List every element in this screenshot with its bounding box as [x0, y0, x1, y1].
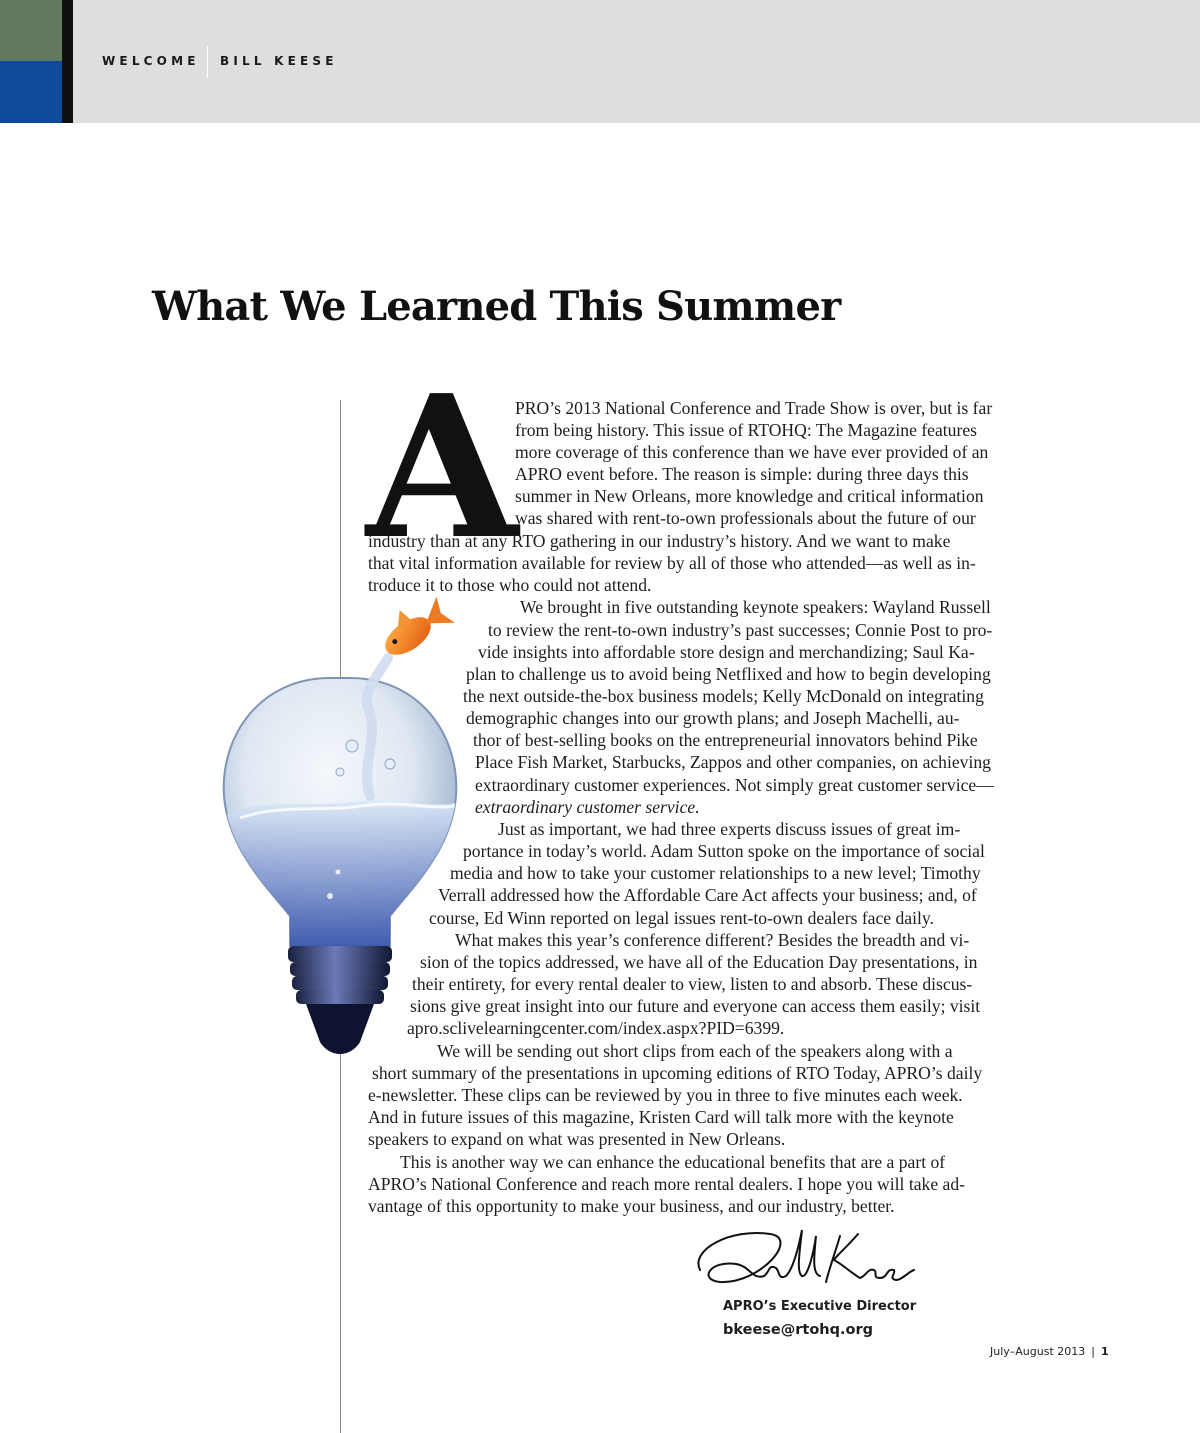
section-divider	[207, 46, 208, 78]
section-author: BILL KEESE	[220, 54, 338, 68]
body-line: short summary of the presentations in upcoming editions of RTO Today, APRO’s daily	[372, 1063, 983, 1083]
body-line: e-newsletter. These clips can be reviewed by you in three to five minutes each week.	[368, 1085, 963, 1105]
body-line: speakers to expand on what was presented in New Orleans.	[368, 1129, 786, 1149]
body-line: sion of the topics addressed, we have all of the Education Day presentations, in	[420, 952, 978, 972]
body-line: media and how to take your customer relationships to a new level; Timothy	[450, 863, 981, 883]
body-line: APRO event before. The reason is simple: during three days this	[515, 464, 969, 484]
body-line: extraordinary customer service.	[475, 797, 700, 817]
header-swatch-bar	[62, 0, 73, 123]
page-title: What We Learned This Summer	[152, 283, 841, 330]
body-line: We will be sending out short clips from each of the speakers along with a	[437, 1041, 953, 1061]
body-line: Place Fish Market, Starbucks, Zappos and other companies, on achieving	[475, 752, 991, 772]
signature-image	[690, 1220, 920, 1300]
body-line: Verrall addressed how the Affordable Care Act affects your business; and, of	[438, 885, 977, 905]
body-line: APRO’s National Conference and reach more rental dealers. I hope you will take ad-	[368, 1174, 965, 1194]
issue-date: July–August 2013	[990, 1345, 1086, 1358]
body-line: extraordinary customer experiences. Not simply great customer service—	[475, 775, 994, 795]
body-line: more coverage of this conference than we have ever provided of an	[515, 442, 989, 462]
header-swatch-green	[0, 0, 62, 61]
body-line: thor of best-selling books on the entrepreneurial innovators behind Pike	[473, 730, 978, 750]
header-swatch-blue	[0, 61, 62, 123]
body-line: PRO’s 2013 National Conference and Trade Show is over, but is far	[515, 398, 993, 418]
body-line: to review the rent-to-own industry’s past successes; Connie Post to pro-	[488, 620, 993, 640]
body-line: industry than at any RTO gathering in our industry’s history. And we want to make	[368, 531, 951, 551]
body-line: demographic changes into our growth plans; and Joseph Machelli, au-	[466, 708, 960, 728]
body-line: was shared with rent-to-own professionals about the future of our	[515, 508, 976, 528]
body-line: plan to challenge us to avoid being Netflixed and how to begin developing	[466, 664, 991, 684]
body-line: And in future issues of this magazine, Kristen Card will talk more with the keynote	[368, 1107, 954, 1127]
body-line: the next outside-the-box business models; Kelly McDonald on integrating	[463, 686, 984, 706]
body-line: that vital information available for review by all of those who attended—as well as in-	[368, 553, 976, 573]
body-line: What makes this year’s conference different? Besides the breadth and vi-	[455, 930, 970, 950]
body-line: apro.sclivelearningcenter.com/index.aspx?PID=6399.	[407, 1018, 785, 1038]
body-line: portance in today’s world. Adam Sutton spoke on the importance of social	[463, 841, 985, 861]
body-line: Just as important, we had three experts discuss issues of great im-	[498, 819, 961, 839]
page-folio	[990, 1345, 1109, 1358]
page-number: 1	[1101, 1345, 1109, 1358]
signer-title: APRO’s Executive Director	[723, 1299, 917, 1314]
body-line: We brought in five outstanding keynote speakers: Wayland Russell	[520, 597, 991, 617]
body-line: sions give great insight into our future and everyone can access them easily; visit	[410, 996, 981, 1016]
signer-email: bkeese@rtohq.org	[723, 1322, 874, 1338]
body-line: course, Ed Winn reported on legal issues rent-to-own dealers face daily.	[429, 908, 934, 928]
body-line: their entirety, for every rental dealer to view, listen to and absorb. These discus-	[412, 974, 973, 994]
body-line: This is another way we can enhance the educational benefits that are a part of	[400, 1152, 946, 1172]
body-line: vide insights into affordable store design and merchandizing; Saul Ka-	[478, 642, 975, 662]
drop-cap: A	[366, 353, 519, 583]
body-line: vantage of this opportunity to make your business, and our industry, better.	[368, 1196, 895, 1216]
section-label: WELCOME	[102, 54, 200, 68]
body-line: troduce it to those who could not attend.	[368, 575, 652, 595]
body-line: from being history. This issue of RTOHQ: The Magazine features	[515, 420, 977, 440]
body-line: summer in New Orleans, more knowledge and critical information	[515, 486, 984, 506]
folio-separator: |	[1091, 1345, 1095, 1358]
